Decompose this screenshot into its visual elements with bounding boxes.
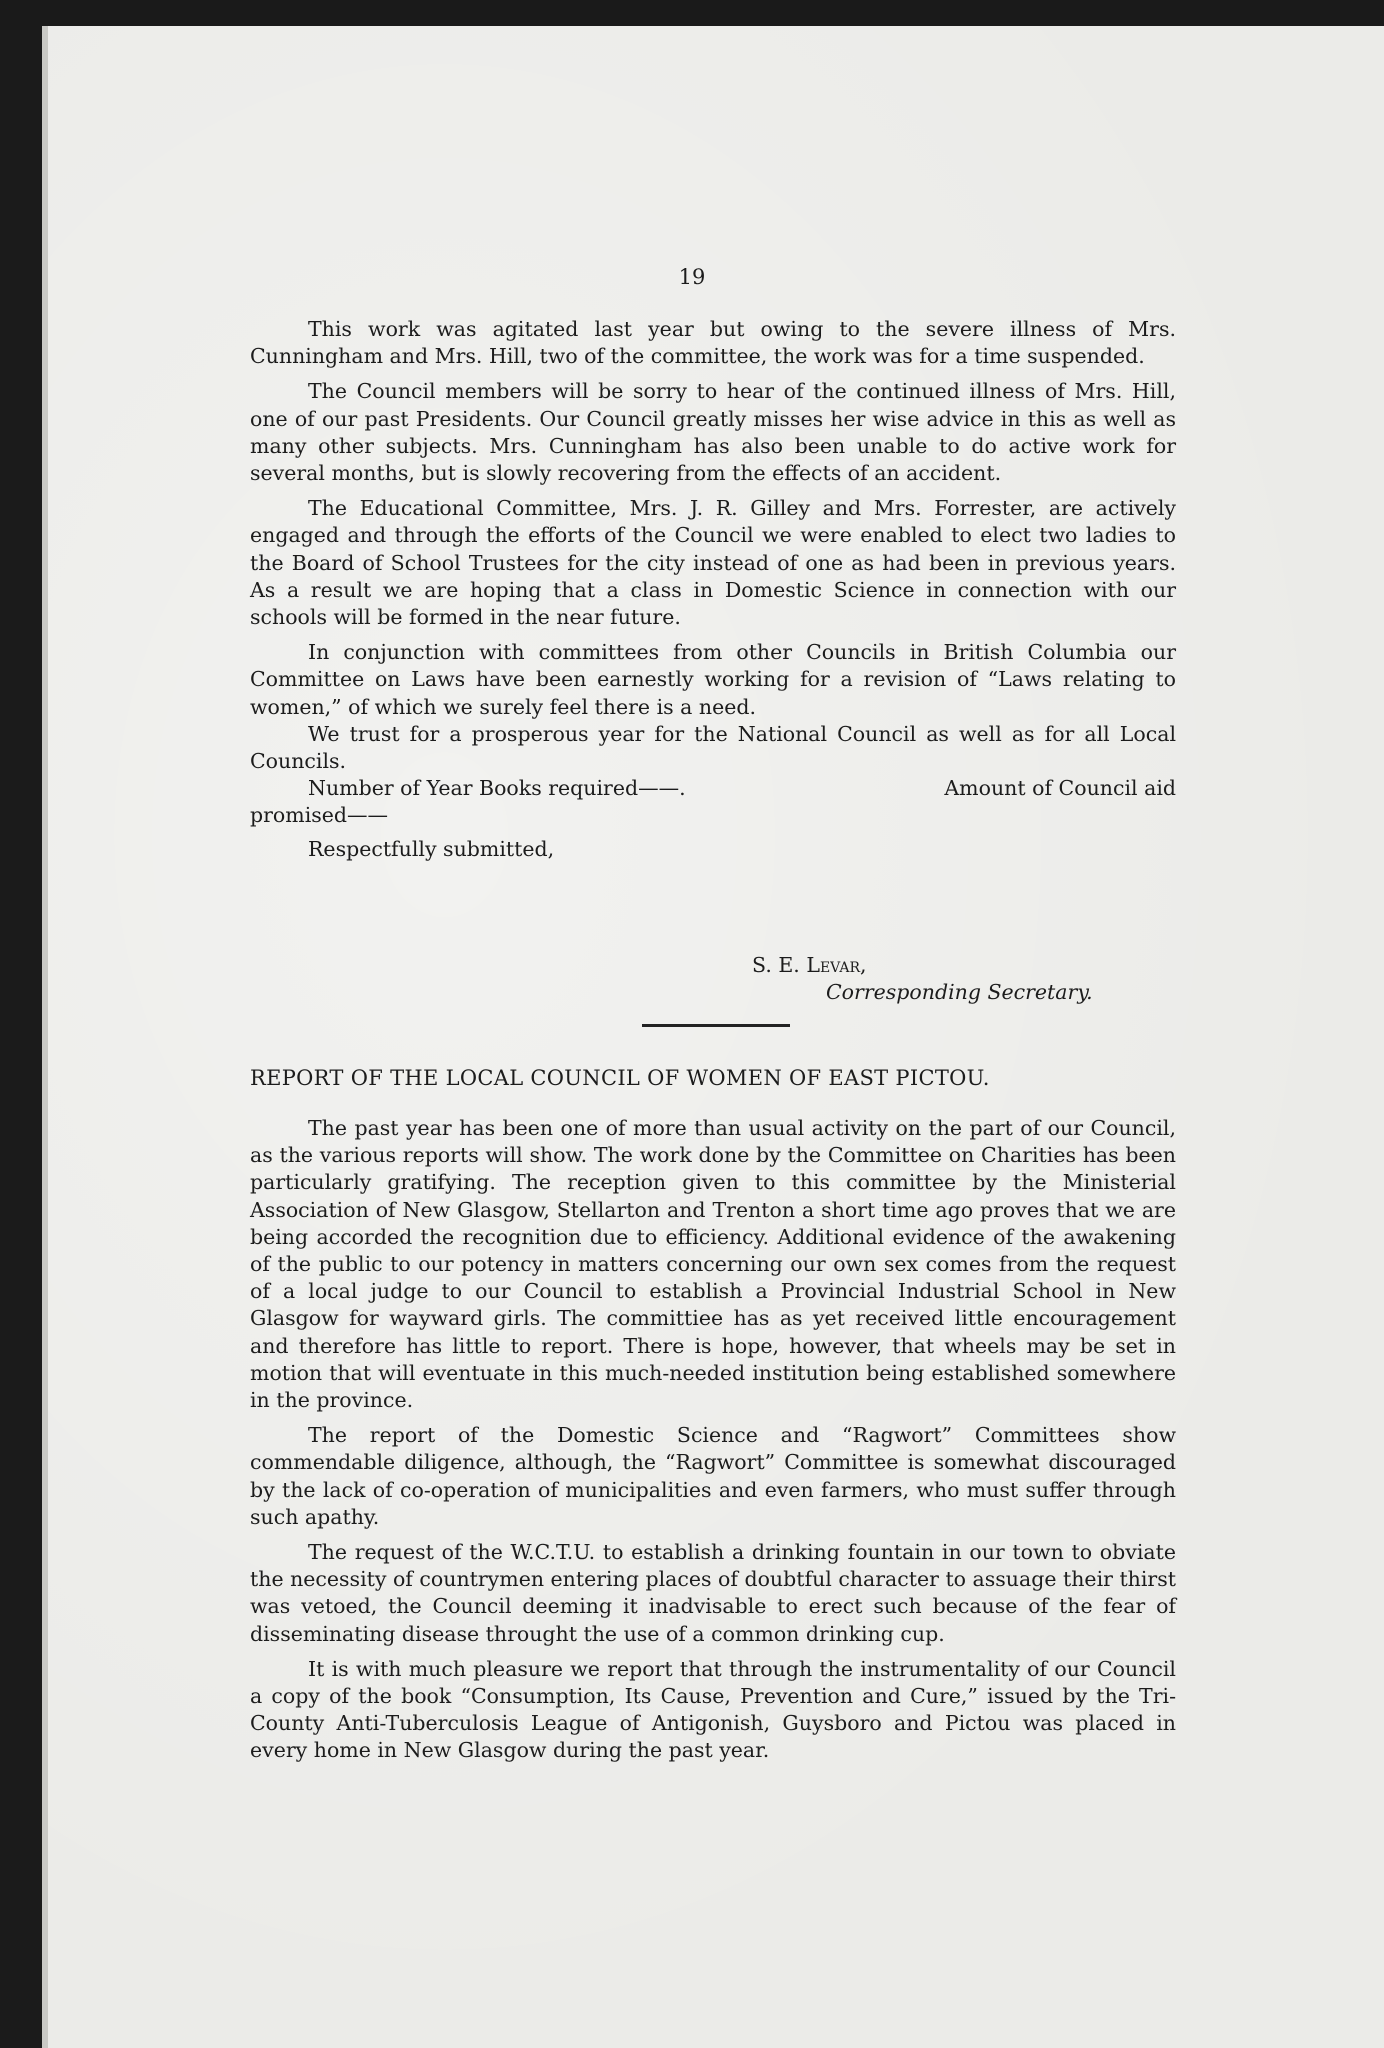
signature-title: Corresponding Secretary. bbox=[826, 980, 1093, 1004]
council-aid-amount: Amount of Council aid bbox=[944, 776, 1176, 801]
report-body bbox=[250, 1115, 1176, 1765]
paragraph-committee-on-laws: In conjunction with committees from other Councils in British Columbia our Committee on Laws have been earnestly working for a revision of “Laws relating to women,” of which we surely feel there is a need. bbox=[250, 640, 1176, 719]
section-divider bbox=[642, 1024, 790, 1027]
paragraph-prosperous-year: We trust for a prosperous year for the National Council as well as for all Local Councils. bbox=[250, 721, 1176, 774]
paragraph-consumption-book: It is with much pleasure we report that through the instrumentality of our Council a copy of the book “Consumption, Its Cause, Prevention and Cure,” issued by the Tri-County Anti-Tuberculosis League of Antigonish, Guysboro and Pictou was placed in every home in New Glasgow during the past year. bbox=[250, 1656, 1176, 1763]
closing-line: Respectfully submitted, bbox=[308, 836, 555, 861]
paragraph-work-agitated: This work was agitated last year but owing to the severe illness of Mrs. Cunningham and Mrs. Hill, two of the committee, the work was for a time suspended. bbox=[250, 317, 1176, 369]
signature-block bbox=[752, 952, 1093, 1006]
paragraph-domestic-science: The report of the Domestic Science and “Ragwort” Committees show commendable diligence, although, the “Ragwort” Committee is somewhat discouraged by the lack of co-operation of municipalities and even farmers, who must suffer through such apathy. bbox=[250, 1423, 1176, 1529]
paragraph-wctu-fountain: The request of the W.C.T.U. to establish a drinking fountain in our town to obviate the necessity of countrymen entering places of doubtful character to assuage their thirst was vetoed, the Council deeming it inadvisable to erect such because of the fear of disseminating disease throught the use of a common drinking cup. bbox=[250, 1540, 1176, 1646]
page-binding-edge bbox=[42, 26, 48, 2048]
paragraph-past-year: The past year has been one of more than usual activity on the part of our Council, as the various reports will show. The work done by the Committee on Charities has been particularly gratifying. The reception given to this committee by the Ministerial Association of New Glasgow, Stellarton and Trenton a short time ago proves that we are being accorded the recognition due to efficiency. Additional evidence of the awakening of the public to our potency in matters concerning our own sex comes from the request of a local judge to our Council to establish a Provincial Industrial School in New Glasgow for wayward girls. The committiee has as yet received little encouragement and therefore has little to report. There is hope, however, that wheels may be set in motion that will eventuate in this much-needed institution being established somewhere in the province. bbox=[250, 1116, 1176, 1413]
report-heading: REPORT OF THE LOCAL COUNCIL OF WOMEN OF EAST PICTOU. bbox=[250, 1066, 990, 1090]
year-books-line bbox=[250, 775, 1176, 802]
signature-name: S. E. Levar, bbox=[752, 953, 867, 977]
page-number: 19 bbox=[678, 265, 706, 289]
paragraph-council-members: The Council members will be sorry to hear of the continued illness of Mrs. Hill, one of our past Presidents. Our Council greatly misses her wise advice in this as well as many other subjects. Mrs. Cunningham has also been unable to do active work for several months, but is slowly recovering from the effects of an accident. bbox=[250, 379, 1176, 486]
promised-line: promised—— bbox=[250, 803, 389, 828]
year-books-required: Number of Year Books required——. bbox=[308, 776, 686, 801]
letter-body bbox=[250, 316, 1176, 863]
paragraph-educational-committee: The Educational Committee, Mrs. J. R. Gilley and Mrs. Forrester, are actively engaged and through the efforts of the Council we were enabled to elect two ladies to the Board of School Trustees for the city instead of one as had been in previous years. As a result we are hoping that a class in Domestic Science in connection with our schools will be formed in the near future. bbox=[250, 496, 1176, 630]
